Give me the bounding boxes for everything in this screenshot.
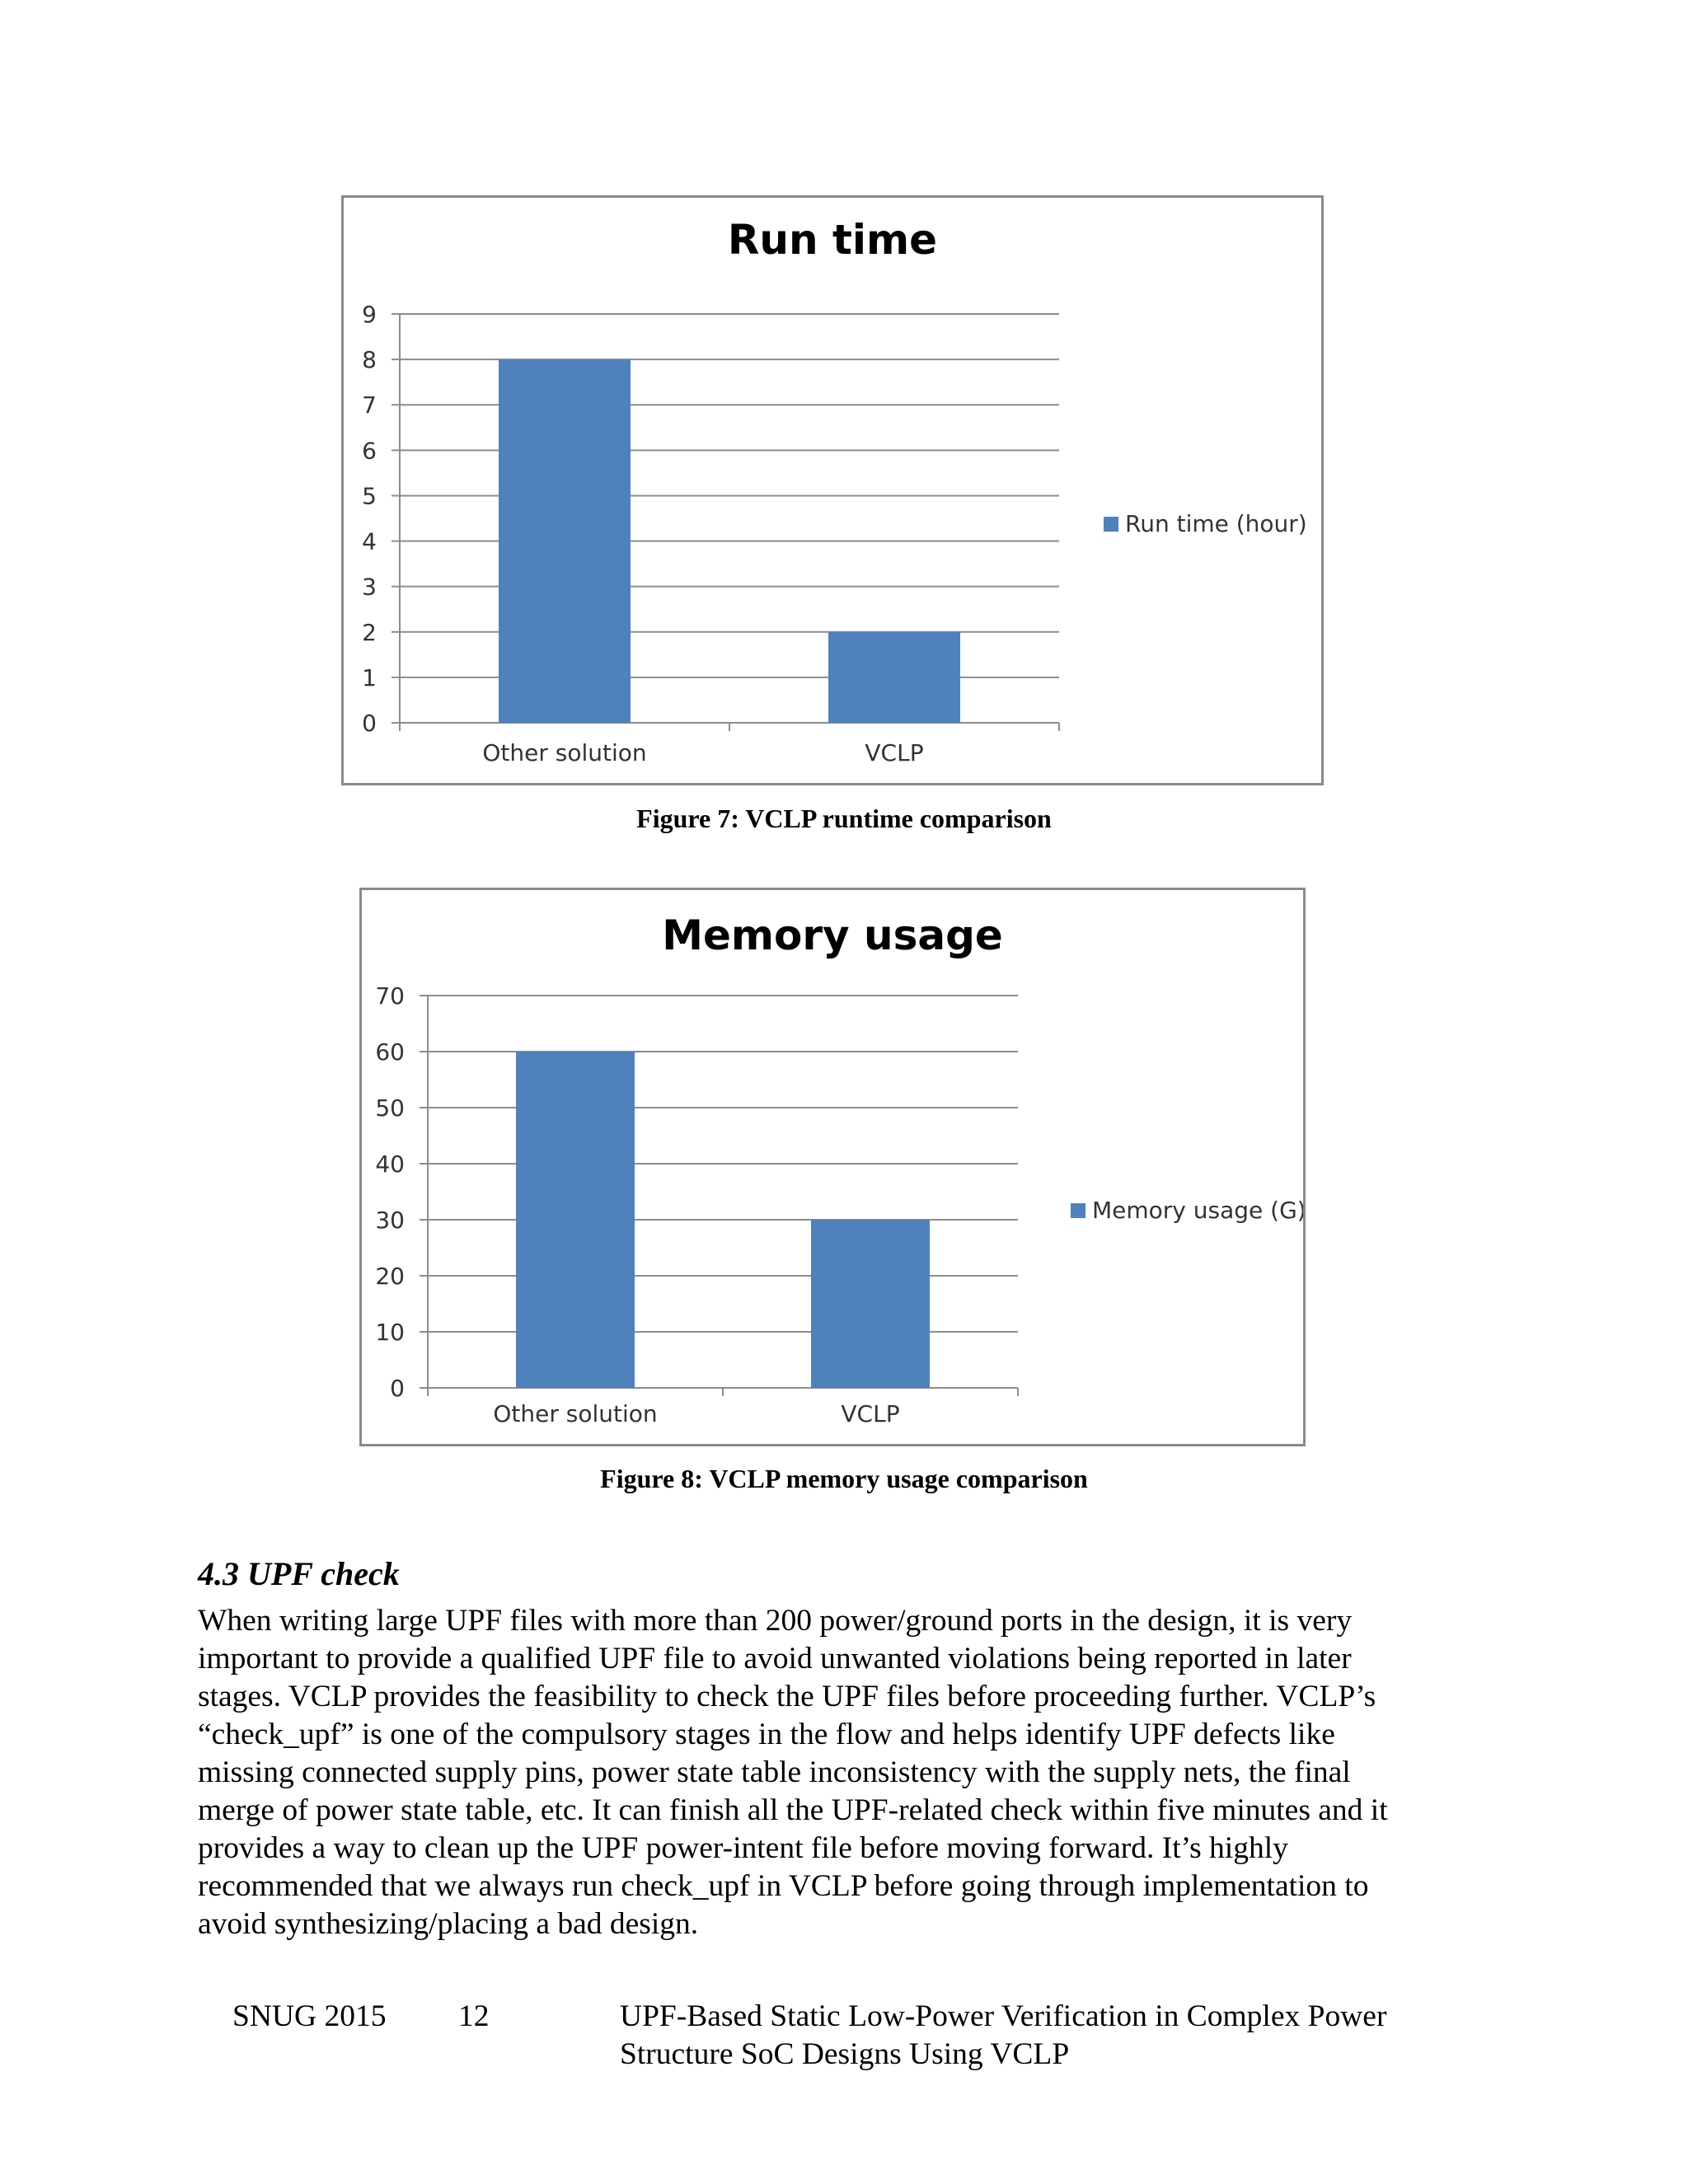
body-line: missing connected supply pins, power state table inconsistency with the supply nets, the final [198,1755,1351,1789]
x-category-label: VCLP [865,739,924,766]
footer-title-line: Structure SoC Designs Using VCLP [620,2037,1070,2071]
body-line: important to provide a qualified UPF file to avoid unwanted violations being reported in later [198,1642,1352,1675]
y-tick-label: 30 [375,1207,405,1234]
memory-chart [362,890,1303,1444]
y-tick-label: 20 [375,1263,405,1290]
body-line: avoid synthesizing/placing a bad design. [198,1907,699,1941]
legend-swatch [1071,1203,1085,1218]
body-line: merge of power state table, etc. It can finish all the UPF-related check within five minutes and it [198,1793,1388,1827]
legend-label: Memory usage (G) [1092,1197,1303,1224]
y-tick-label: 40 [375,1151,405,1178]
bar [499,359,631,723]
y-tick-label: 4 [362,527,377,555]
y-tick-label: 5 [362,482,377,510]
runtime-chart-frame [341,195,1324,785]
footer-page-number: 12 [458,1999,490,2033]
y-tick-label: 0 [362,710,377,737]
y-tick-label: 2 [362,618,377,646]
memory-chart-frame [359,888,1306,1446]
bar [516,1052,635,1388]
body-line: recommended that we always run check_upf in VCLP before going through implementation to [198,1869,1369,1903]
y-tick-label: 8 [362,346,377,374]
x-category-label: VCLP [841,1400,900,1427]
y-tick-label: 50 [375,1094,405,1122]
y-tick-label: 70 [375,982,405,1010]
footer-title-line: UPF-Based Static Low-Power Verification in Complex Power [620,1999,1387,2033]
figure-8-caption: Figure 8: VCLP memory usage comparison [600,1464,1088,1493]
y-tick-label: 1 [362,663,377,691]
legend-swatch [1104,517,1118,532]
section-title: 4.3 UPF check [198,1555,400,1592]
figure-7-caption: Figure 7: VCLP runtime comparison [636,804,1052,833]
body-line: “check_upf” is one of the compulsory stages in the flow and helps identify UPF defects like [198,1718,1335,1751]
body-line: stages. VCLP provides the feasibility to check the UPF files before proceeding further. VCLP’s [198,1680,1376,1713]
runtime-chart [344,198,1321,783]
y-tick-label: 7 [362,391,377,419]
section-body [198,1602,1517,1943]
y-tick-label: 3 [362,573,377,601]
y-tick-label: 0 [390,1375,405,1402]
y-tick-label: 9 [362,301,377,328]
footer-paper-title [620,1998,1386,2074]
legend-label: Run time (hour) [1125,510,1307,537]
x-category-label: Other solution [493,1400,658,1427]
chart-title: Memory usage [662,912,1003,959]
bar [811,1220,930,1388]
footer-conference: SNUG 2015 [232,1999,387,2033]
bar [828,632,960,723]
y-tick-label: 6 [362,437,377,465]
body-line: provides a way to clean up the UPF power-intent file before moving forward. It’s highly [198,1831,1288,1865]
body-line: When writing large UPF files with more than 200 power/ground ports in the design, it is very [198,1604,1353,1638]
chart-title: Run time [727,216,938,264]
y-tick-label: 60 [375,1038,405,1066]
y-tick-label: 10 [375,1319,405,1346]
x-category-label: Other solution [482,739,647,766]
